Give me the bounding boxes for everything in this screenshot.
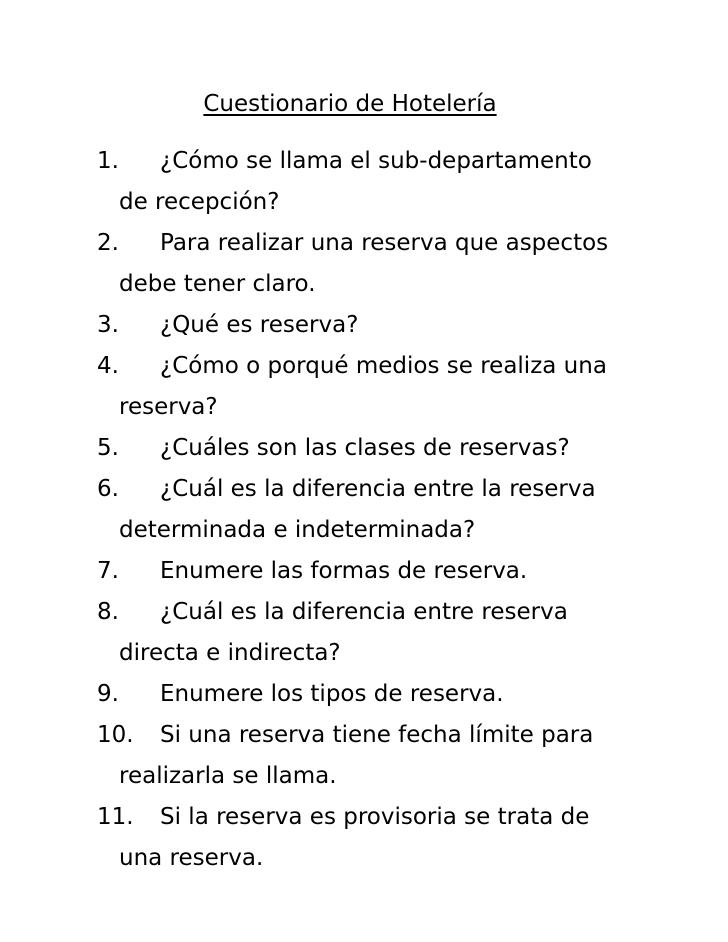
question-first-line — [97, 674, 657, 715]
question-text-continuation: directa e indirecta? — [119, 640, 341, 666]
question-number: 3. — [97, 312, 119, 338]
question-number: 10. — [97, 722, 134, 748]
question-text: ¿Cómo o porqué medios se realiza una — [160, 353, 607, 379]
question-number: 1. — [97, 148, 119, 174]
question-item — [97, 346, 657, 428]
question-first-line — [97, 592, 657, 633]
question-number: 8. — [97, 599, 119, 625]
question-item — [97, 674, 657, 715]
question-first-line — [97, 715, 657, 756]
question-first-line — [97, 428, 657, 469]
question-text-continuation: determinada e indeterminada? — [119, 517, 476, 543]
question-item — [97, 551, 657, 592]
question-number: 2. — [97, 230, 119, 256]
question-text: Para realizar una reserva que aspectos — [160, 230, 609, 256]
question-item — [97, 223, 657, 305]
question-text-continuation: de recepción? — [119, 189, 280, 215]
question-item — [97, 797, 657, 879]
question-text: Si la reserva es provisoria se trata de — [160, 804, 590, 830]
question-item — [97, 715, 657, 797]
question-text: Enumere las formas de reserva. — [160, 558, 528, 584]
question-text-continuation: debe tener claro. — [119, 271, 316, 297]
question-text: ¿Cómo se llama el sub-departamento — [160, 148, 592, 174]
question-text: Enumere los tipos de reserva. — [160, 681, 504, 707]
question-first-line — [97, 469, 657, 510]
question-number: 6. — [97, 476, 119, 502]
question-number: 7. — [97, 558, 119, 584]
question-number: 9. — [97, 681, 119, 707]
question-item — [97, 469, 657, 551]
document-title: Cuestionario de Hotelería — [203, 91, 497, 117]
question-text-continuation: una reserva. — [119, 845, 264, 871]
question-item — [97, 305, 657, 346]
question-text-continuation: realizarla se llama. — [119, 763, 337, 789]
question-item — [97, 592, 657, 674]
question-text: ¿Cuál es la diferencia entre reserva — [160, 599, 568, 625]
question-first-line — [97, 305, 657, 346]
question-list — [97, 141, 657, 879]
question-text-continuation: reserva? — [119, 394, 218, 420]
question-text: ¿Qué es reserva? — [160, 312, 359, 338]
question-item — [97, 428, 657, 469]
question-first-line — [97, 141, 657, 182]
question-number: 5. — [97, 435, 119, 461]
question-first-line — [97, 797, 657, 838]
question-number: 4. — [97, 353, 119, 379]
question-text: ¿Cuáles son las clases de reservas? — [160, 435, 570, 461]
question-number: 11. — [97, 804, 134, 830]
question-first-line — [97, 223, 657, 264]
question-text: Si una reserva tiene fecha límite para — [160, 722, 594, 748]
question-first-line — [97, 551, 657, 592]
question-item — [97, 141, 657, 223]
question-first-line — [97, 346, 657, 387]
question-text: ¿Cuál es la diferencia entre la reserva — [160, 476, 596, 502]
